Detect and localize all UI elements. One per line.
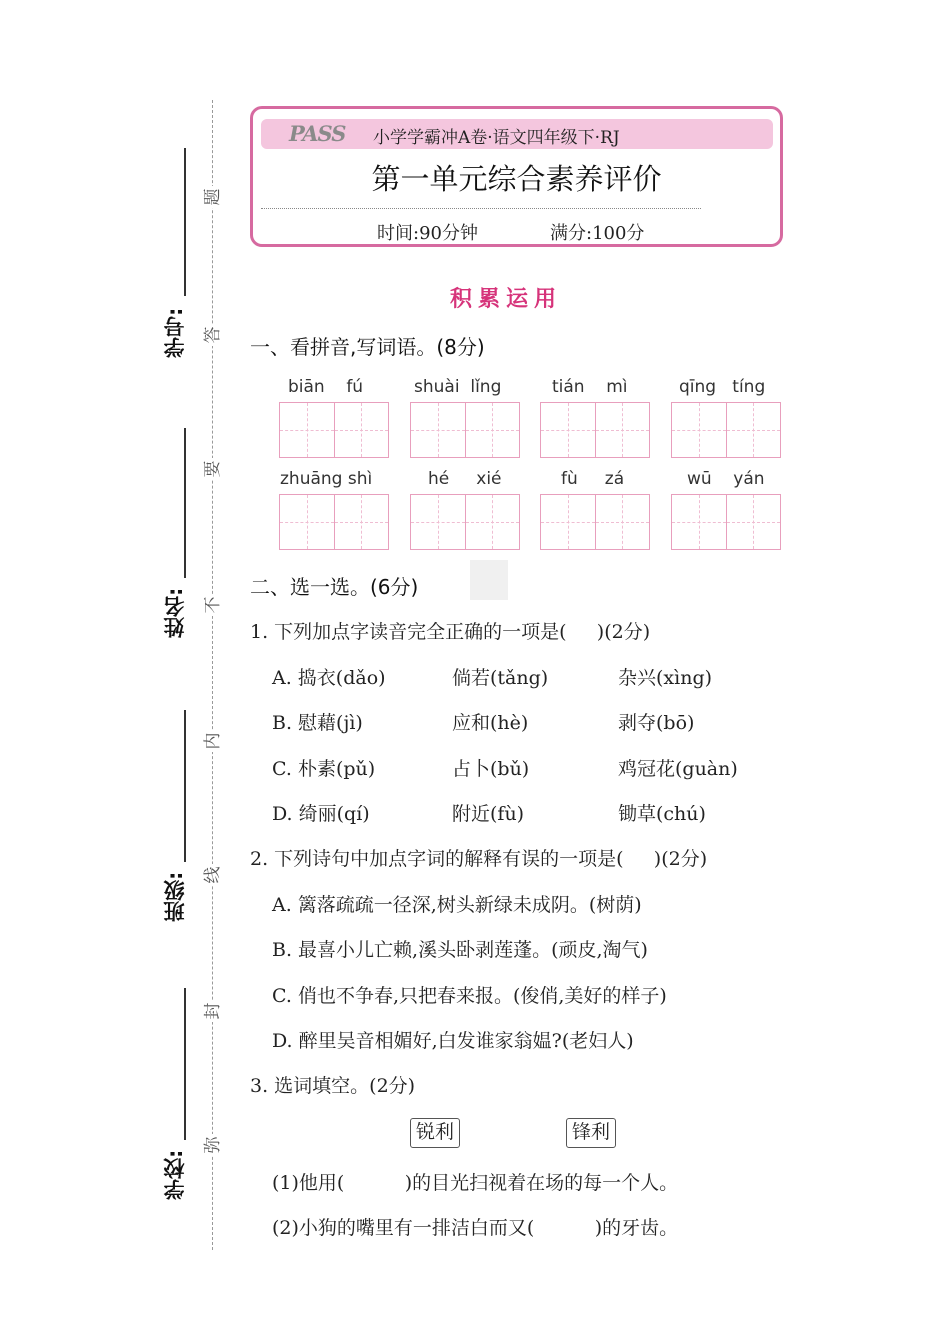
seal-char: 线 [202, 864, 224, 886]
writing-grid[interactable] [410, 494, 520, 550]
sub-question-2: 2. 下列诗句中加点字词的解释有误的一项是( )(2分) [250, 848, 708, 870]
series-label: 小学学霸冲A卷·语文四年级下·RJ [373, 128, 620, 148]
page-title: 第一单元综合素养评价 [371, 162, 662, 196]
class-line [184, 710, 186, 862]
header-divider [261, 208, 701, 209]
class-label: 班级: [163, 871, 187, 923]
pinyin-label: wū yán [687, 469, 765, 489]
student-id-line [184, 148, 186, 296]
question-1-title: 一、看拼音,写词语。(8分) [250, 335, 485, 359]
option-a-1: A. 捣衣(dǎo) [272, 667, 386, 689]
poem-option-b: B. 最喜小儿亡赖,溪头卧剥莲蓬。(顽皮,淘气) [272, 939, 648, 961]
writing-grid[interactable] [540, 402, 650, 458]
series-bar [261, 119, 773, 149]
exam-header [250, 106, 783, 247]
option-d-1: D. 绮丽(qí) [272, 803, 370, 825]
poem-option-a: A. 篱落疏疏一径深,树头新绿未成阴。(树荫) [272, 894, 642, 916]
option-c-1: C. 朴素(pǔ) [272, 758, 376, 780]
student-id-label: 学号: [163, 307, 187, 359]
writing-grid[interactable] [671, 402, 781, 458]
pinyin-label: shuài lǐng [414, 377, 502, 397]
exam-full-score: 满分:100分 [550, 223, 645, 244]
exam-time: 时间:90分钟 [377, 223, 478, 244]
pinyin-label: zhuāng shì [280, 469, 373, 489]
option-d-2: 附近(fù) [452, 803, 525, 825]
question-2-title: 二、选一选。(6分) [250, 575, 419, 599]
name-line [184, 428, 186, 578]
sub-question-1: 1. 下列加点字读音完全正确的一项是( )(2分) [250, 621, 651, 643]
seal-char: 答 [202, 324, 224, 346]
option-b-2: 应和(hè) [452, 712, 529, 734]
writing-grid[interactable] [279, 494, 389, 550]
option-d-3: 锄草(chú) [618, 803, 706, 825]
seal-char: 弥 [202, 1134, 224, 1156]
option-c-3: 鸡冠花(guàn) [618, 758, 738, 780]
word-choice-box: 锋利 [566, 1118, 616, 1148]
option-a-2: 倘若(tǎng) [452, 667, 549, 689]
option-c-2: 占卜(bǔ) [452, 758, 530, 780]
poem-option-c: C. 俏也不争春,只把春来报。(俊俏,美好的样子) [272, 985, 667, 1007]
seal-char: 题 [202, 186, 224, 208]
writing-grid[interactable] [540, 494, 650, 550]
seal-char: 不 [202, 594, 224, 616]
seal-char: 封 [202, 1000, 224, 1022]
fill-sentence-2: (2)小狗的嘴里有一排洁白而又( )的牙齿。 [272, 1217, 679, 1239]
pinyin-label: tián mì [552, 377, 628, 397]
option-b-3: 剥夺(bō) [618, 712, 695, 734]
writing-grid[interactable] [279, 402, 389, 458]
name-label: 姓名: [163, 587, 187, 639]
seal-char: 要 [202, 458, 224, 480]
section-heading: 积累运用 [450, 286, 563, 312]
option-b-1: B. 慰藉(jì) [272, 712, 363, 734]
fill-sentence-1: (1)他用( )的目光扫视着在场的每一个人。 [272, 1172, 679, 1194]
pass-logo: PASS [289, 121, 346, 146]
seal-char: 内 [202, 730, 224, 752]
school-line [184, 988, 186, 1140]
scan-shade [470, 560, 508, 600]
pinyin-label: biān fú [288, 377, 364, 397]
option-a-3: 杂兴(xìng) [618, 667, 713, 689]
pinyin-label: fù zá [561, 469, 625, 489]
pinyin-label: hé xié [428, 469, 502, 489]
sub-question-3: 3. 选词填空。(2分) [250, 1075, 416, 1097]
word-choice-box: 锐利 [410, 1118, 460, 1148]
seal-dashed-line [212, 100, 213, 1250]
writing-grid[interactable] [671, 494, 781, 550]
school-label: 学校: [163, 1149, 187, 1201]
writing-grid[interactable] [410, 402, 520, 458]
poem-option-d: D. 醉里吴音相媚好,白发谁家翁媪?(老妇人) [272, 1030, 634, 1052]
pinyin-label: qīng tíng [679, 377, 766, 397]
